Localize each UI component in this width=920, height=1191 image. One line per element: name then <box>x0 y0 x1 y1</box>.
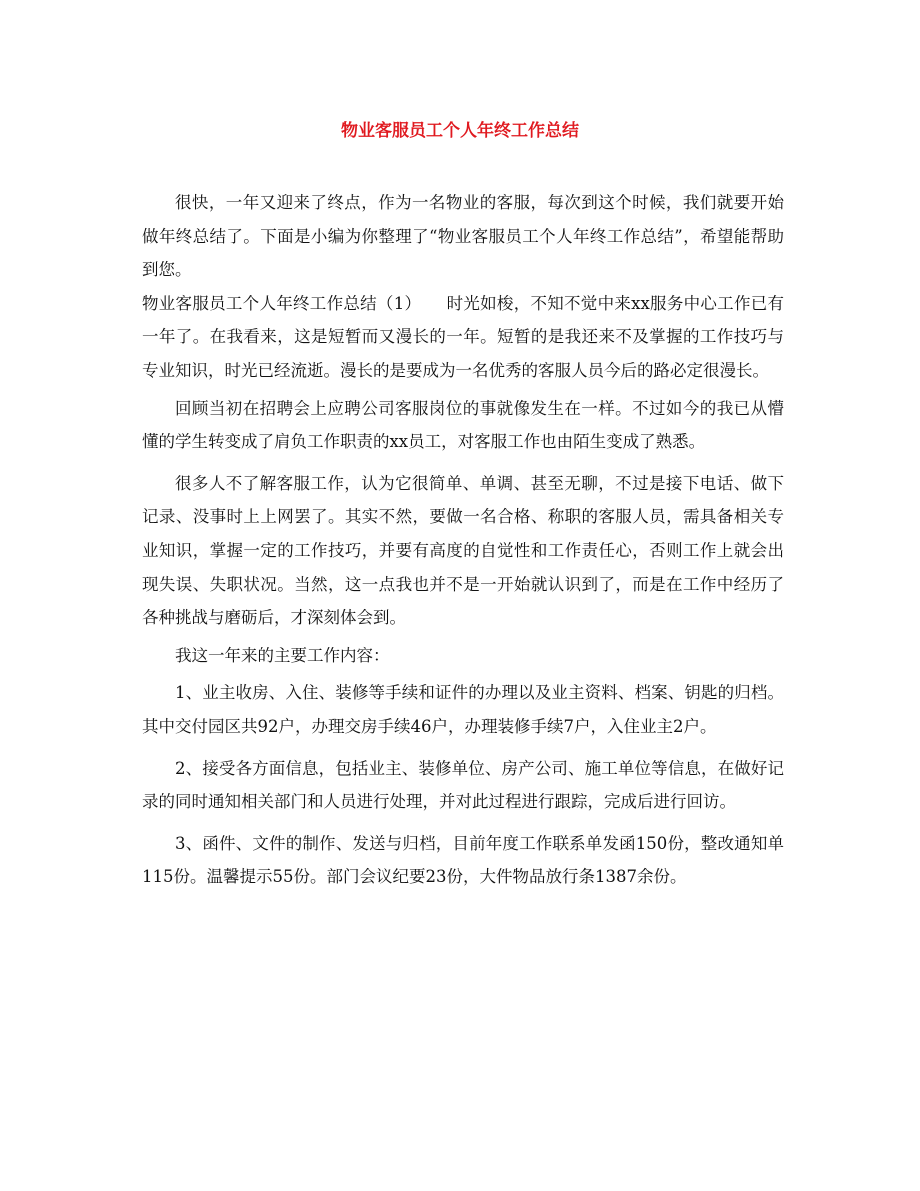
document-title: 物业客服员工个人年终工作总结 <box>341 121 579 141</box>
list-item-3: 3、函件、文件的制作、发送与归档，目前年度工作联系单发函150份，整改通知单115份。温馨提示55份。部门会议纪要23份，大件物品放行条1387余份。 <box>142 833 784 887</box>
paragraph-section-1: 物业客服员工个人年终工作总结（1） 时光如梭，不知不觉中来xx服务中心工作已有一年了。在我看来，这是短暂而又漫长的一年。短暂的是我还来不及掌握的工作技巧与专业知识，时光已经流逝。漫长的是要成为一名优秀的客服人员今后的路必定很漫长。 <box>142 293 784 380</box>
document-body <box>142 186 784 894</box>
paragraph-understanding: 很多人不了解客服工作，认为它很简单、单调、甚至无聊，不过是接下电话、做下记录、没事时上上网罢了。其实不然，要做一名合格、称职的客服人员，需具备相关专业知识，掌握一定的工作技巧，并要有高度的自觉性和工作责任心，否则工作上就会出现失误、失职状况。当然，这一点我也并不是一开始就认识到了，而是在工作中经历了各种挑战与磨砺后，才深刻体会到。 <box>142 473 784 628</box>
list-item-2: 2、接受各方面信息，包括业主、装修单位、房产公司、施工单位等信息，在做好记录的同时通知相关部门和人员进行处理，并对此过程进行跟踪，完成后进行回访。 <box>142 758 784 812</box>
paragraph-intro: 很快，一年又迎来了终点，作为一名物业的客服，每次到这个时候，我们就要开始做年终总结了。下面是小编为你整理了“物业客服员工个人年终工作总结”，希望能帮助到您。 <box>142 193 784 280</box>
paragraph-review: 回顾当初在招聘会上应聘公司客服岗位的事就像发生在一样。不过如今的我已从懵懂的学生转变成了肩负工作职责的xx员工，对客服工作也由陌生变成了熟悉。 <box>142 398 784 452</box>
paragraph-work-heading: 我这一年来的主要工作内容： <box>175 645 390 665</box>
list-item-1: 1、业主收房、入住、装修等手续和证件的办理以及业主资料、档案、钥匙的归档。其中交付园区共92户，办理交房手续46户，办理装修手续7户，入住业主2户。 <box>142 683 784 736</box>
